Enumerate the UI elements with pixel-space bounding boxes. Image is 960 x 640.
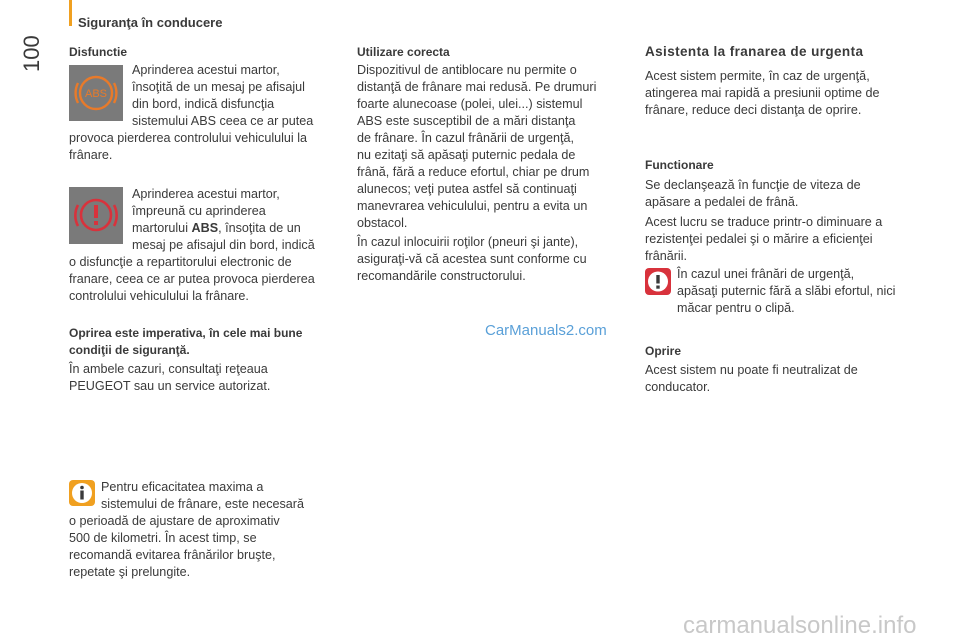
- stop-imperative-text: Oprirea este imperativa, în cele mai bune condiţii de siguranţă.: [69, 326, 303, 357]
- info-icon: [69, 480, 95, 511]
- oprire-paragraph: Acest sistem nu poate fi neutralizat de conducator.: [645, 363, 858, 394]
- page-number: 100: [19, 35, 44, 72]
- functionare-paragraph-2: Acest lucru se traduce printr-o diminuare a rezistenţei pedalei şi o mărire a eficienţei frânării.: [645, 215, 883, 263]
- heading-asistenta: Asistenta la franarea de urgenta: [645, 44, 864, 59]
- abs-paragraph-indented: Aprinderea acestui martor, însoţită de un mesaj pe afisajul din bord, indică disfuncţia sistemului ABS ceea ce ar putea: [132, 63, 314, 128]
- column-right: [645, 43, 925, 60]
- abs-paragraph-cont: provoca pierderea controlului vehiculului la frânare.: [69, 131, 308, 162]
- warning-exclamation-icon: [645, 268, 671, 300]
- heading-oprire: Oprire: [645, 344, 682, 358]
- watermark-online: carmanualsonline.info: [683, 612, 917, 639]
- brake-paragraph-cont: o disfuncţie a repartitorului electronic de franare, ceea ce ar putea provoca pierderea controlului vehiculului la frânare.: [69, 255, 315, 303]
- brake-warning-icon: [69, 187, 123, 249]
- watermark-carmanuals: CarManuals2.com: [485, 322, 607, 339]
- functionare-section: [645, 157, 925, 174]
- column-left: [69, 44, 344, 61]
- heading-disfunctie: Disfunctie: [69, 45, 128, 59]
- abs-icon-label: ABS: [84, 88, 108, 100]
- info-note-cont: o perioadă de ajustare de aproximativ 500 de kilometri. În acest timp, se recomandă evitarea frânărilor bruşte, repetate şi prelungite.: [69, 514, 280, 579]
- abs-warning-icon: [69, 65, 123, 126]
- consult-network-text: În ambele cazuri, consultaţi reţeaua PEUGEOT sau un service autorizat.: [69, 362, 271, 393]
- heading-utilizare: Utilizare corecta: [357, 45, 450, 59]
- page-header-title: Siguranţa în conducere: [78, 15, 223, 30]
- oprire-section: [645, 343, 925, 360]
- info-note-indented: Pentru eficacitatea maxima a sistemului de frânare, este necesară: [101, 480, 305, 511]
- heading-functionare: Functionare: [645, 158, 714, 172]
- brake-paragraph-indented: Aprinderea acestui martor, împreună cu aprinderea martorului ABS, însoţita de un mesaj pe afisajul din bord, indică: [132, 187, 315, 252]
- functionare-paragraph-1: Se declanşează în funcţie de viteza de apăsare a pedalei de frână.: [645, 178, 861, 209]
- correct-use-paragraph: Dispozitivul de antiblocare nu permite o distanţă de frânare mai redusă. Pe drumuri foarte alunecoase (polei, ulei...) sistemul ABS este susceptibil de a mări distanţa de frânare. În cazul frânării de urgenţă, nu ezitaţi să apăsaţi puternic pedala de frână, fără a reduce efortul, chiar pe drum alunecos; veţi putea astfel să continuaţi manevrarea vehiculului, pentru a evita un obstacol.: [357, 63, 597, 230]
- column-middle: [357, 44, 627, 61]
- header-accent-bar: [69, 0, 72, 26]
- wheel-replace-paragraph: În cazul inlocuirii roţilor (pneuri şi jante), asiguraţi-vă că acestea sunt conforme cu recomandările constructorului.: [357, 235, 587, 283]
- warning-note: În cazul unei frânări de urgenţă, apăsaţi puternic fără a slăbi efortul, nici măcar pentru o clipă.: [677, 267, 896, 315]
- assist-intro-paragraph: Acest sistem permite, în caz de urgenţă, atingerea mai rapidă a presiunii optime de frânare, reduce deci distanţa de oprire.: [645, 69, 880, 117]
